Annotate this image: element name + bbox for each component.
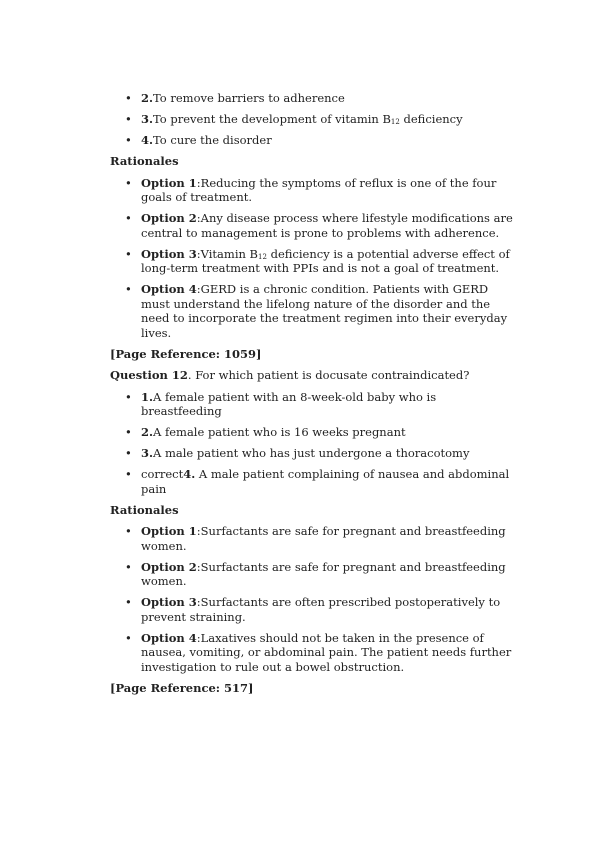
subscript: 12 — [390, 118, 400, 126]
option-number: 2. — [141, 91, 154, 105]
rationale-text: :Reducing the symptoms of reflux is one of the four goals of treatment. — [141, 175, 497, 204]
rationale-text: :Any disease process where lifestyle modifications are central to management is prone to problems with adherence. — [141, 211, 513, 240]
list-item — [110, 247, 520, 276]
rationales-list — [110, 524, 520, 674]
option-number: 2. — [141, 425, 154, 439]
rationale-text: :Surfactants are often prescribed postoperatively to prevent straining. — [141, 595, 501, 624]
list-item — [110, 390, 520, 419]
option-number: 3. — [141, 112, 154, 126]
rationale-text-after: deficiency is a potential adverse effect of long-term treatment with PPIs and is not a goal of treatment. — [141, 246, 510, 275]
list-item — [110, 282, 520, 340]
list-item — [110, 446, 520, 461]
option-text: A male patient who has just undergone a thoracotomy — [153, 446, 470, 460]
question-options-list — [110, 390, 520, 497]
list-item — [110, 133, 520, 148]
rationales-heading: Rationales — [110, 154, 179, 168]
option-label: Option 3 — [141, 595, 197, 609]
list-item — [110, 595, 520, 624]
list-item — [110, 176, 520, 205]
option-label: Option 2 — [141, 211, 197, 225]
answer-options-list — [110, 91, 520, 148]
list-item — [110, 467, 520, 496]
question-stem — [110, 368, 520, 383]
option-text: A female patient who is 16 weeks pregnant — [153, 425, 406, 439]
option-label: Option 1 — [141, 524, 197, 538]
rationale-text: :Vitamin B — [196, 246, 259, 261]
rationales-list — [110, 176, 520, 341]
option-text: A female patient with an 8-week-old baby who is breastfeeding — [141, 389, 437, 418]
rationale-text: :Laxatives should not be taken in the presence of nausea, vomiting, or abdominal pain. The patient needs further investigation to rule out a bowel obstruction. — [141, 630, 512, 674]
list-item — [110, 524, 520, 553]
option-label: Option 2 — [141, 559, 197, 574]
option-label: Option 3 — [141, 246, 197, 261]
question-text: . For which patient is docusate contraindicated? — [187, 368, 470, 382]
option-label: Option 4 — [141, 282, 197, 296]
rationale-text: :GERD is a chronic condition. Patients with GERD must understand the lifelong nature of the disorder and the need to incorporate the treatment regimen into their everyday lives. — [141, 282, 508, 340]
option-text: A male patient complaining of nausea and abdominal pain — [141, 467, 510, 496]
option-text: To cure the disorder — [153, 133, 272, 147]
option-label: Option 4 — [141, 630, 197, 645]
option-number: 4. — [141, 133, 154, 147]
list-item — [110, 211, 520, 240]
rationale-text: :Surfactants are safe for pregnant and breastfeeding women. — [141, 559, 506, 588]
rationales-heading: Rationales — [110, 502, 179, 517]
page-reference: [Page Reference: 517] — [110, 680, 254, 695]
option-number: 3. — [141, 446, 154, 460]
document-content — [110, 91, 520, 702]
list-item — [110, 560, 520, 589]
option-text: To prevent the development of vitamin B — [153, 112, 391, 126]
question-label: Question 12 — [110, 368, 188, 382]
list-item — [110, 425, 520, 440]
correct-marker: correct — [141, 467, 184, 481]
list-item — [110, 112, 520, 127]
page-reference: [Page Reference: 1059] — [110, 346, 262, 361]
option-number: 1. — [141, 389, 154, 404]
option-text: To remove barriers to adherence — [153, 91, 345, 105]
option-label: Option 1 — [141, 175, 197, 190]
subscript: 12 — [258, 252, 267, 261]
rationale-text: :Surfactants are safe for pregnant and breastfeeding women. — [141, 524, 506, 553]
list-item — [110, 631, 520, 675]
option-text-after: deficiency — [399, 112, 463, 126]
option-number: 4. — [183, 467, 196, 481]
list-item — [110, 91, 520, 106]
